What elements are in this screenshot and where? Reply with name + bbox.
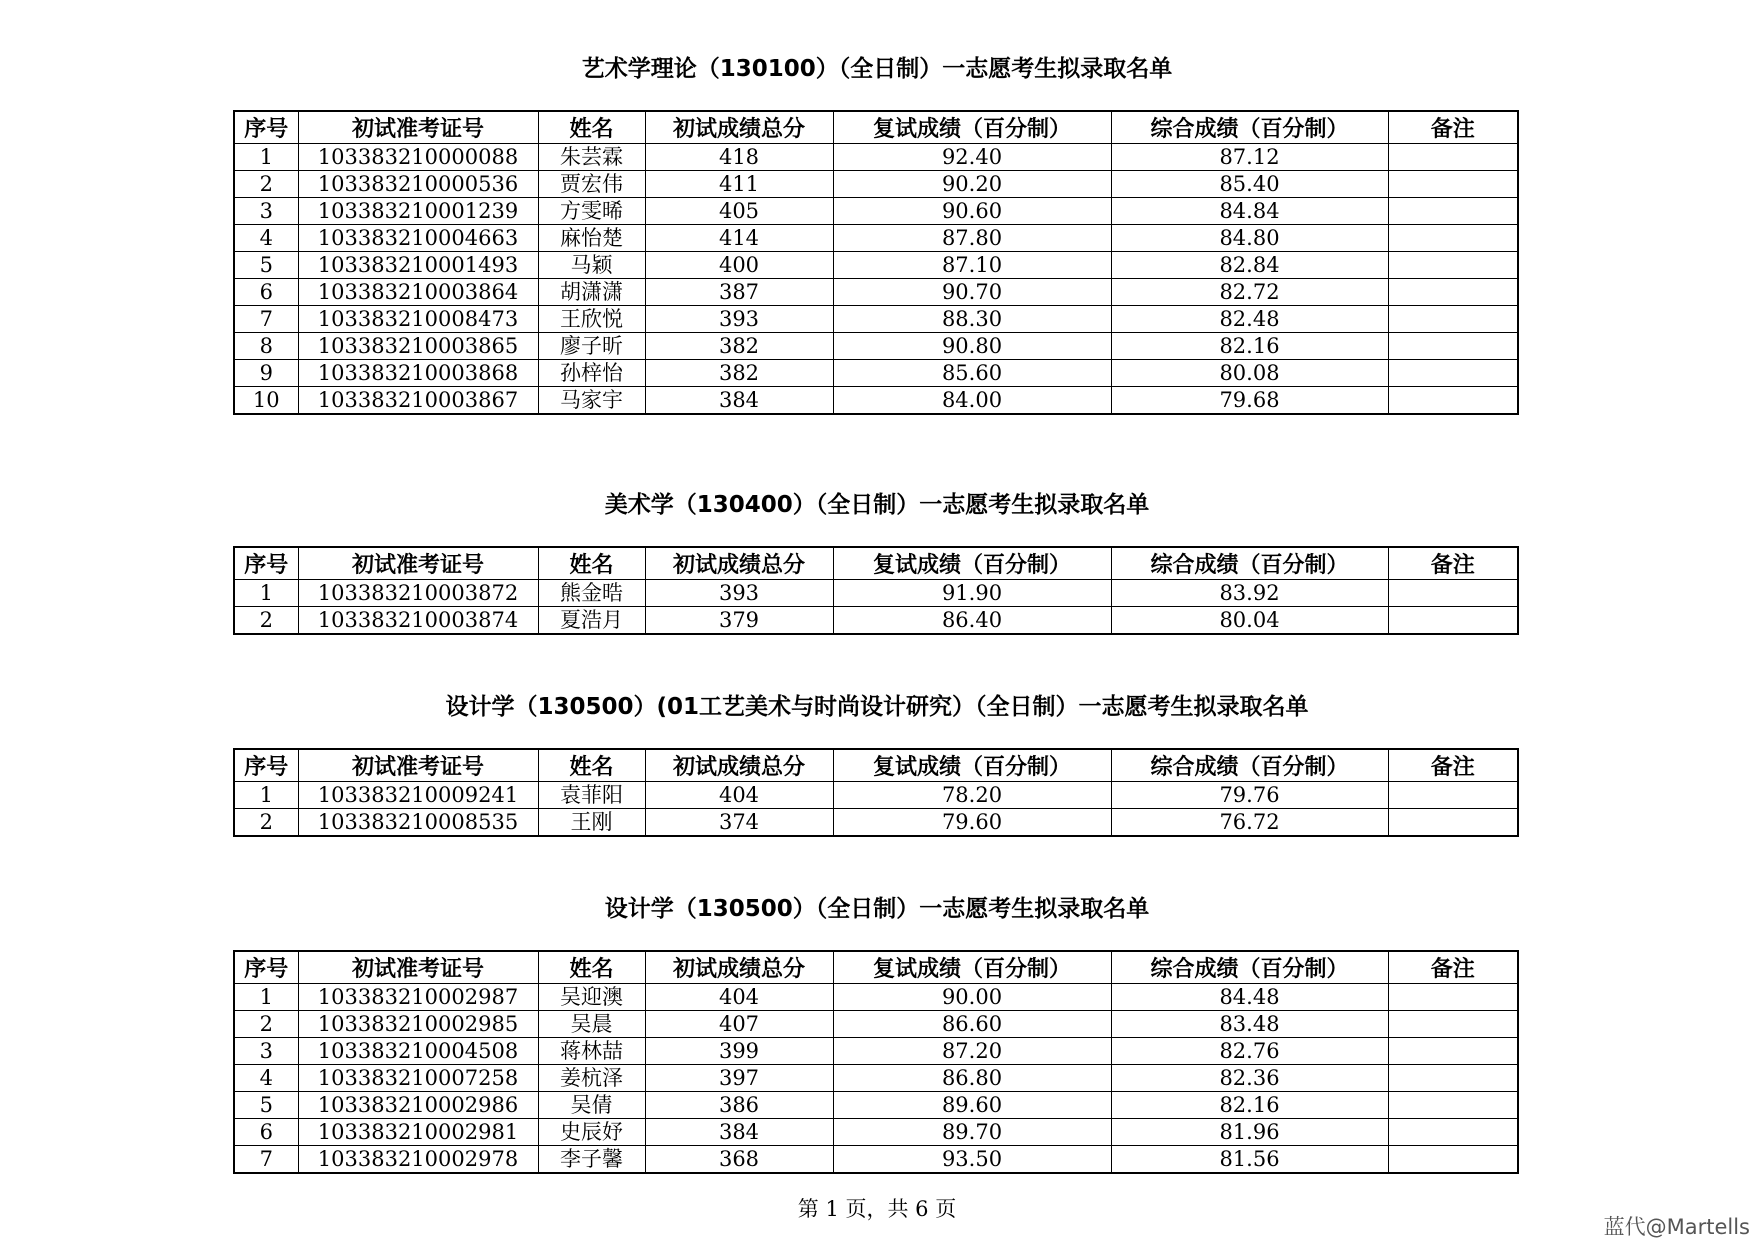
- seq-cell: 8: [234, 333, 298, 360]
- table-header-row: [234, 547, 1518, 580]
- exam-id-cell: 103383210002981: [298, 1119, 538, 1146]
- seq-cell: 7: [234, 306, 298, 333]
- seq-cell: 5: [234, 252, 298, 279]
- prelim-score-cell: 382: [645, 333, 833, 360]
- prelim-score-cell: 405: [645, 198, 833, 225]
- column-header-prelim-score: 初试成绩总分: [645, 749, 833, 782]
- name-cell: 吴迎澳: [538, 984, 645, 1011]
- column-header-overall-score: 综合成绩（百分制）: [1111, 951, 1388, 984]
- exam-id-cell: 103383210003868: [298, 360, 538, 387]
- page-footer: 第 1 页，共 6 页: [797, 1197, 957, 1221]
- admission-table: [233, 546, 1519, 635]
- seq-cell: 3: [234, 198, 298, 225]
- remarks-cell: [1388, 809, 1518, 837]
- table-row: [234, 607, 1518, 635]
- name-cell: 吴倩: [538, 1092, 645, 1119]
- overall-score-cell: 84.48: [1111, 984, 1388, 1011]
- remarks-cell: [1388, 225, 1518, 252]
- prelim-score-cell: 407: [645, 1011, 833, 1038]
- column-header-prelim-score: 初试成绩总分: [645, 951, 833, 984]
- seq-cell: 6: [234, 1119, 298, 1146]
- table-header-row: [234, 749, 1518, 782]
- name-cell: 袁菲阳: [538, 782, 645, 809]
- exam-id-cell: 103383210003872: [298, 580, 538, 607]
- prelim-score-cell: 411: [645, 171, 833, 198]
- seq-cell: 7: [234, 1146, 298, 1174]
- column-header-overall-score: 综合成绩（百分制）: [1111, 749, 1388, 782]
- column-header-prelim-score: 初试成绩总分: [645, 547, 833, 580]
- retest-score-cell: 90.80: [833, 333, 1111, 360]
- exam-id-cell: 103383210008535: [298, 809, 538, 837]
- prelim-score-cell: 399: [645, 1038, 833, 1065]
- exam-id-cell: 103383210002978: [298, 1146, 538, 1174]
- prelim-score-cell: 368: [645, 1146, 833, 1174]
- column-header-seq: 序号: [234, 749, 298, 782]
- overall-score-cell: 82.76: [1111, 1038, 1388, 1065]
- table-row: [234, 333, 1518, 360]
- overall-score-cell: 81.96: [1111, 1119, 1388, 1146]
- retest-score-cell: 78.20: [833, 782, 1111, 809]
- remarks-cell: [1388, 1119, 1518, 1146]
- retest-score-cell: 87.20: [833, 1038, 1111, 1065]
- remarks-cell: [1388, 171, 1518, 198]
- exam-id-cell: 103383210002986: [298, 1092, 538, 1119]
- remarks-cell: [1388, 279, 1518, 306]
- seq-cell: 1: [234, 782, 298, 809]
- exam-id-cell: 103383210009241: [298, 782, 538, 809]
- prelim-score-cell: 418: [645, 144, 833, 171]
- retest-score-cell: 87.10: [833, 252, 1111, 279]
- prelim-score-cell: 384: [645, 1119, 833, 1146]
- table-header-row: [234, 111, 1518, 144]
- column-header-name: 姓名: [538, 749, 645, 782]
- column-header-prelim-score: 初试成绩总分: [645, 111, 833, 144]
- remarks-cell: [1388, 1146, 1518, 1174]
- prelim-score-cell: 374: [645, 809, 833, 837]
- exam-id-cell: 103383210001239: [298, 198, 538, 225]
- exam-id-cell: 103383210002985: [298, 1011, 538, 1038]
- name-cell: 廖子昕: [538, 333, 645, 360]
- table-row: [234, 1065, 1518, 1092]
- exam-id-cell: 103383210001493: [298, 252, 538, 279]
- seq-cell: 5: [234, 1092, 298, 1119]
- retest-score-cell: 90.00: [833, 984, 1111, 1011]
- table-row: [234, 306, 1518, 333]
- seq-cell: 1: [234, 144, 298, 171]
- retest-score-cell: 88.30: [833, 306, 1111, 333]
- column-header-overall-score: 综合成绩（百分制）: [1111, 547, 1388, 580]
- overall-score-cell: 81.56: [1111, 1146, 1388, 1174]
- table-row: [234, 252, 1518, 279]
- table-row: [234, 360, 1518, 387]
- retest-score-cell: 92.40: [833, 144, 1111, 171]
- remarks-cell: [1388, 387, 1518, 415]
- prelim-score-cell: 404: [645, 782, 833, 809]
- seq-cell: 1: [234, 580, 298, 607]
- seq-cell: 4: [234, 1065, 298, 1092]
- retest-score-cell: 86.80: [833, 1065, 1111, 1092]
- seq-cell: 9: [234, 360, 298, 387]
- table-row: [234, 225, 1518, 252]
- name-cell: 方雯晞: [538, 198, 645, 225]
- column-header-exam-id: 初试准考证号: [298, 951, 538, 984]
- name-cell: 王刚: [538, 809, 645, 837]
- prelim-score-cell: 387: [645, 279, 833, 306]
- column-header-exam-id: 初试准考证号: [298, 749, 538, 782]
- exam-id-cell: 103383210007258: [298, 1065, 538, 1092]
- admission-table: [233, 950, 1519, 1174]
- name-cell: 熊金晧: [538, 580, 645, 607]
- seq-cell: 3: [234, 1038, 298, 1065]
- prelim-score-cell: 386: [645, 1092, 833, 1119]
- name-cell: 朱芸霖: [538, 144, 645, 171]
- name-cell: 李子馨: [538, 1146, 645, 1174]
- table-row: [234, 279, 1518, 306]
- remarks-cell: [1388, 1038, 1518, 1065]
- overall-score-cell: 84.84: [1111, 198, 1388, 225]
- prelim-score-cell: 393: [645, 306, 833, 333]
- column-header-name: 姓名: [538, 111, 645, 144]
- column-header-retest-score: 复试成绩（百分制）: [833, 749, 1111, 782]
- prelim-score-cell: 397: [645, 1065, 833, 1092]
- prelim-score-cell: 414: [645, 225, 833, 252]
- section-title: 设计学（130500）（全日制）一志愿考生拟录取名单: [604, 896, 1150, 922]
- column-header-seq: 序号: [234, 111, 298, 144]
- overall-score-cell: 83.48: [1111, 1011, 1388, 1038]
- table-row: [234, 171, 1518, 198]
- seq-cell: 6: [234, 279, 298, 306]
- retest-score-cell: 79.60: [833, 809, 1111, 837]
- retest-score-cell: 90.70: [833, 279, 1111, 306]
- table-row: [234, 1038, 1518, 1065]
- section-title: 美术学（130400）（全日制）一志愿考生拟录取名单: [604, 492, 1150, 518]
- table-row: [234, 198, 1518, 225]
- prelim-score-cell: 382: [645, 360, 833, 387]
- retest-score-cell: 84.00: [833, 387, 1111, 415]
- remarks-cell: [1388, 306, 1518, 333]
- exam-id-cell: 103383210008473: [298, 306, 538, 333]
- prelim-score-cell: 404: [645, 984, 833, 1011]
- overall-score-cell: 82.72: [1111, 279, 1388, 306]
- column-header-exam-id: 初试准考证号: [298, 111, 538, 144]
- name-cell: 姜杭泽: [538, 1065, 645, 1092]
- column-header-retest-score: 复试成绩（百分制）: [833, 951, 1111, 984]
- column-header-overall-score: 综合成绩（百分制）: [1111, 111, 1388, 144]
- overall-score-cell: 87.12: [1111, 144, 1388, 171]
- name-cell: 蒋林喆: [538, 1038, 645, 1065]
- retest-score-cell: 85.60: [833, 360, 1111, 387]
- seq-cell: 2: [234, 171, 298, 198]
- retest-score-cell: 86.40: [833, 607, 1111, 635]
- section-title: 设计学（130500）(01工艺美术与时尚设计研究）（全日制）一志愿考生拟录取名单: [445, 694, 1309, 720]
- overall-score-cell: 84.80: [1111, 225, 1388, 252]
- admission-table: [233, 110, 1519, 415]
- name-cell: 夏浩月: [538, 607, 645, 635]
- table-row: [234, 144, 1518, 171]
- overall-score-cell: 85.40: [1111, 171, 1388, 198]
- retest-score-cell: 90.20: [833, 171, 1111, 198]
- remarks-cell: [1388, 580, 1518, 607]
- prelim-score-cell: 393: [645, 580, 833, 607]
- prelim-score-cell: 379: [645, 607, 833, 635]
- exam-id-cell: 103383210003867: [298, 387, 538, 415]
- name-cell: 马家宇: [538, 387, 645, 415]
- exam-id-cell: 103383210000088: [298, 144, 538, 171]
- seq-cell: 1: [234, 984, 298, 1011]
- remarks-cell: [1388, 984, 1518, 1011]
- remarks-cell: [1388, 333, 1518, 360]
- prelim-score-cell: 400: [645, 252, 833, 279]
- name-cell: 孙梓怡: [538, 360, 645, 387]
- table-header-row: [234, 951, 1518, 984]
- exam-id-cell: 103383210004663: [298, 225, 538, 252]
- exam-id-cell: 103383210003865: [298, 333, 538, 360]
- remarks-cell: [1388, 1011, 1518, 1038]
- column-header-remarks: 备注: [1388, 547, 1518, 580]
- retest-score-cell: 91.90: [833, 580, 1111, 607]
- prelim-score-cell: 384: [645, 387, 833, 415]
- name-cell: 史辰妤: [538, 1119, 645, 1146]
- overall-score-cell: 83.92: [1111, 580, 1388, 607]
- seq-cell: 2: [234, 809, 298, 837]
- column-header-remarks: 备注: [1388, 749, 1518, 782]
- overall-score-cell: 82.48: [1111, 306, 1388, 333]
- overall-score-cell: 76.72: [1111, 809, 1388, 837]
- name-cell: 麻怡楚: [538, 225, 645, 252]
- overall-score-cell: 82.36: [1111, 1065, 1388, 1092]
- retest-score-cell: 89.60: [833, 1092, 1111, 1119]
- table-row: [234, 1119, 1518, 1146]
- name-cell: 胡潇潇: [538, 279, 645, 306]
- column-header-seq: 序号: [234, 547, 298, 580]
- remarks-cell: [1388, 607, 1518, 635]
- overall-score-cell: 82.16: [1111, 333, 1388, 360]
- table-row: [234, 1092, 1518, 1119]
- admission-table: [233, 748, 1519, 837]
- overall-score-cell: 80.04: [1111, 607, 1388, 635]
- table-row: [234, 782, 1518, 809]
- exam-id-cell: 103383210003864: [298, 279, 538, 306]
- table-row: [234, 984, 1518, 1011]
- column-header-name: 姓名: [538, 951, 645, 984]
- column-header-retest-score: 复试成绩（百分制）: [833, 547, 1111, 580]
- table-row: [234, 1146, 1518, 1174]
- exam-id-cell: 103383210000536: [298, 171, 538, 198]
- remarks-cell: [1388, 360, 1518, 387]
- seq-cell: 10: [234, 387, 298, 415]
- column-header-retest-score: 复试成绩（百分制）: [833, 111, 1111, 144]
- name-cell: 马颖: [538, 252, 645, 279]
- seq-cell: 4: [234, 225, 298, 252]
- remarks-cell: [1388, 198, 1518, 225]
- column-header-name: 姓名: [538, 547, 645, 580]
- column-header-remarks: 备注: [1388, 951, 1518, 984]
- remarks-cell: [1388, 144, 1518, 171]
- section-title: 艺术学理论（130100）（全日制）一志愿考生拟录取名单: [581, 56, 1173, 82]
- overall-score-cell: 82.84: [1111, 252, 1388, 279]
- retest-score-cell: 87.80: [833, 225, 1111, 252]
- name-cell: 贾宏伟: [538, 171, 645, 198]
- watermark: 蓝代@Martells: [1603, 1215, 1750, 1239]
- retest-score-cell: 90.60: [833, 198, 1111, 225]
- table-row: [234, 580, 1518, 607]
- exam-id-cell: 103383210002987: [298, 984, 538, 1011]
- overall-score-cell: 82.16: [1111, 1092, 1388, 1119]
- exam-id-cell: 103383210003874: [298, 607, 538, 635]
- column-header-exam-id: 初试准考证号: [298, 547, 538, 580]
- overall-score-cell: 80.08: [1111, 360, 1388, 387]
- seq-cell: 2: [234, 607, 298, 635]
- name-cell: 王欣悦: [538, 306, 645, 333]
- overall-score-cell: 79.68: [1111, 387, 1388, 415]
- table-row: [234, 1011, 1518, 1038]
- table-row: [234, 387, 1518, 415]
- retest-score-cell: 93.50: [833, 1146, 1111, 1174]
- column-header-remarks: 备注: [1388, 111, 1518, 144]
- retest-score-cell: 86.60: [833, 1011, 1111, 1038]
- exam-id-cell: 103383210004508: [298, 1038, 538, 1065]
- overall-score-cell: 79.76: [1111, 782, 1388, 809]
- column-header-seq: 序号: [234, 951, 298, 984]
- remarks-cell: [1388, 782, 1518, 809]
- retest-score-cell: 89.70: [833, 1119, 1111, 1146]
- table-row: [234, 809, 1518, 837]
- name-cell: 吴晨: [538, 1011, 645, 1038]
- remarks-cell: [1388, 252, 1518, 279]
- seq-cell: 2: [234, 1011, 298, 1038]
- remarks-cell: [1388, 1092, 1518, 1119]
- remarks-cell: [1388, 1065, 1518, 1092]
